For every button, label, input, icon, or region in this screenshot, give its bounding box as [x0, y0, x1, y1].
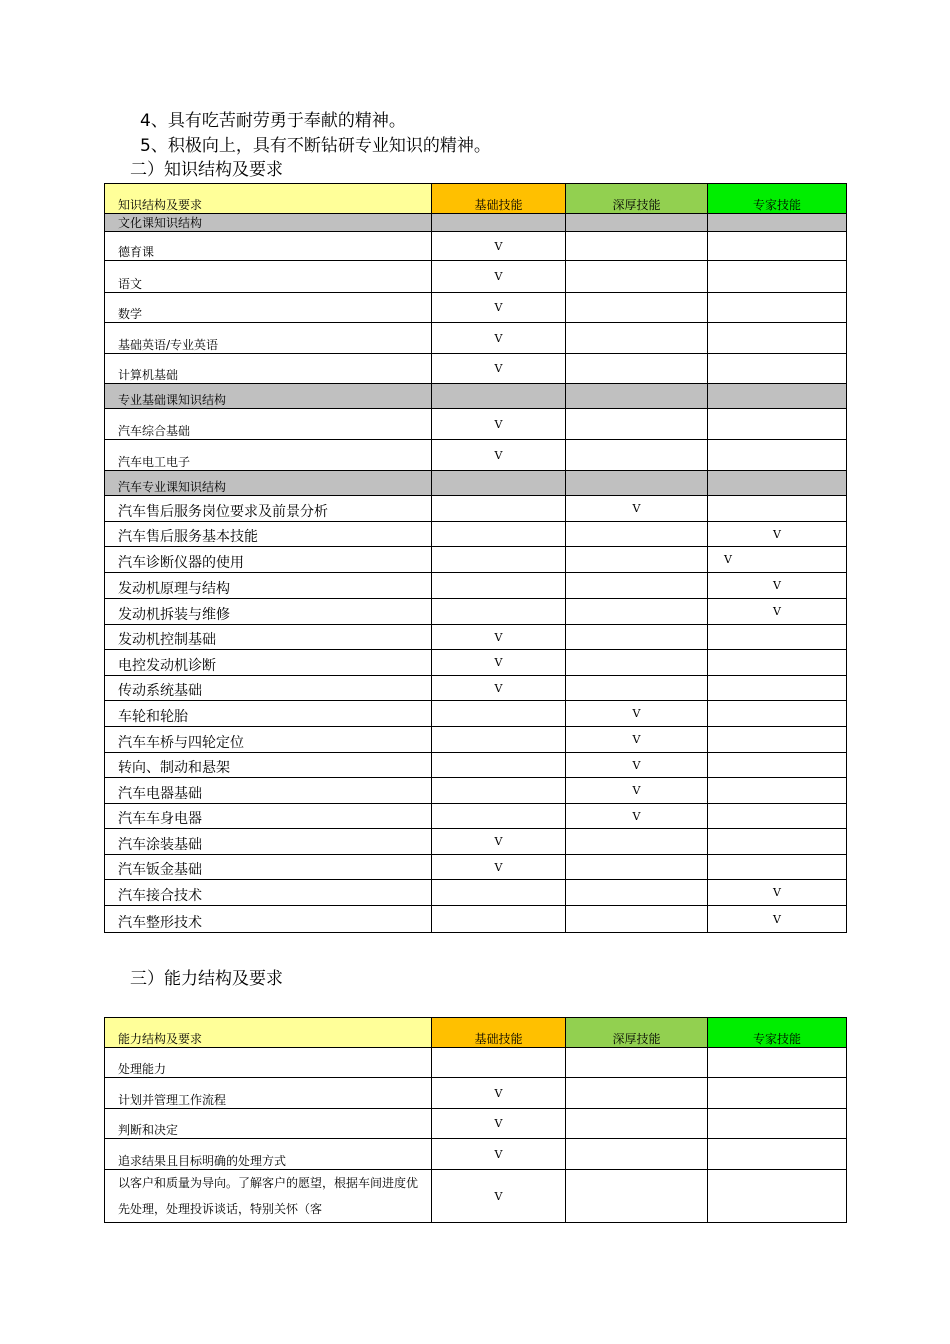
table-row [105, 1048, 847, 1078]
deep-skill-cell [566, 547, 708, 573]
intro-line-5: 5、积极向上，具有不断钻研专业知识的精神。 [140, 136, 491, 156]
row-label: 汽车涂装基础 [105, 829, 432, 855]
check-mark: V [494, 835, 503, 848]
header-expert-skill: 专家技能 [708, 184, 847, 214]
table-row [105, 727, 847, 753]
row-label: 判断和决定 [105, 1109, 432, 1139]
knowledge-header-row [105, 184, 847, 214]
table-row [105, 880, 847, 906]
table-row [105, 753, 847, 778]
deep-skill-cell [566, 701, 708, 727]
expert-skill-cell [708, 232, 847, 261]
table-row [105, 323, 847, 354]
check-mark: V [494, 1117, 503, 1130]
check-mark: V [494, 270, 503, 283]
row-label: 汽车车桥与四轮定位 [105, 727, 432, 753]
row-label: 汽车整形技术 [105, 906, 432, 933]
row-label: 发动机原理与结构 [105, 573, 432, 599]
deep-skill-cell [566, 1109, 708, 1139]
table-row [105, 261, 847, 293]
basic-skill-cell [432, 214, 566, 232]
table-row [105, 1078, 847, 1109]
basic-skill-cell [432, 676, 566, 701]
row-label: 汽车诊断仪器的使用 [105, 547, 432, 573]
deep-skill-cell [566, 753, 708, 778]
check-mark: V [494, 630, 503, 644]
deep-skill-cell [566, 471, 708, 496]
check-mark: V [632, 502, 641, 515]
row-label: 汽车售后服务岗位要求及前景分析 [105, 496, 432, 522]
row-label: 汽车电器基础 [105, 778, 432, 804]
expert-skill-cell [708, 727, 847, 753]
expert-skill-cell [708, 214, 847, 232]
deep-skill-cell [566, 880, 708, 906]
expert-skill-cell [708, 880, 847, 906]
ability-structure-table [104, 1017, 847, 1223]
section2-title: 二）知识结构及要求 [130, 160, 283, 180]
expert-skill-cell [708, 1139, 847, 1170]
row-label: 计划并管理工作流程 [105, 1078, 432, 1109]
deep-skill-cell [566, 829, 708, 855]
basic-skill-cell [432, 804, 566, 829]
knowledge-structure-table [104, 183, 847, 933]
check-mark: V [773, 527, 781, 541]
check-mark: V [494, 362, 503, 375]
knowledge-header-label: 知识结构及要求 [105, 184, 432, 214]
check-mark: V [494, 656, 503, 669]
check-mark: V [494, 239, 503, 253]
expert-skill-cell [708, 522, 847, 547]
expert-skill-cell [708, 1078, 847, 1109]
expert-skill-cell [708, 1109, 847, 1139]
deep-skill-cell [566, 573, 708, 599]
row-label: 汽车专业课知识结构 [105, 471, 432, 496]
row-label: 追求结果且目标明确的处理方式 [105, 1139, 432, 1170]
check-mark: V [632, 707, 641, 720]
expert-skill-cell [708, 573, 847, 599]
deep-skill-cell [566, 214, 708, 232]
table-row [105, 625, 847, 650]
deep-skill-cell [566, 906, 708, 933]
basic-skill-cell [432, 906, 566, 933]
expert-skill-cell [708, 804, 847, 829]
table-row [105, 778, 847, 804]
basic-skill-cell [432, 547, 566, 573]
basic-skill-cell [432, 522, 566, 547]
deep-skill-cell [566, 522, 708, 547]
row-label: 数学 [105, 293, 432, 323]
check-mark: V [494, 301, 503, 314]
check-mark: V [632, 784, 641, 797]
expert-skill-cell [708, 676, 847, 701]
basic-skill-cell [432, 855, 566, 880]
section-row [105, 214, 847, 232]
deep-skill-cell [566, 496, 708, 522]
expert-skill-cell [708, 547, 847, 573]
basic-skill-cell [432, 829, 566, 855]
expert-skill-cell [708, 1170, 847, 1223]
check-mark: V [494, 448, 503, 462]
table-row [105, 573, 847, 599]
table-row [105, 906, 847, 933]
check-mark: V [494, 1086, 503, 1100]
deep-skill-cell [566, 409, 708, 440]
intro-line-4: 4、具有吃苦耐劳勇于奉献的精神。 [140, 111, 406, 131]
table-row [105, 1170, 847, 1223]
basic-skill-cell [432, 880, 566, 906]
row-label: 车轮和轮胎 [105, 701, 432, 727]
basic-skill-cell [432, 261, 566, 293]
deep-skill-cell [566, 384, 708, 409]
row-label: 计算机基础 [105, 354, 432, 384]
row-label: 汽车售后服务基本技能 [105, 522, 432, 547]
row-label: 传动系统基础 [105, 676, 432, 701]
basic-skill-cell [432, 354, 566, 384]
expert-skill-cell [708, 701, 847, 727]
basic-skill-cell [432, 778, 566, 804]
check-mark: V [773, 605, 781, 618]
row-label: 汽车电工电子 [105, 440, 432, 471]
deep-skill-cell [566, 650, 708, 676]
expert-skill-cell [708, 906, 847, 933]
section-row [105, 384, 847, 409]
deep-skill-cell [566, 676, 708, 701]
ability-header-row [105, 1018, 847, 1048]
table-row [105, 232, 847, 261]
table-row [105, 701, 847, 727]
deep-skill-cell [566, 261, 708, 293]
expert-skill-cell [708, 599, 847, 625]
check-mark: V [632, 733, 641, 746]
expert-skill-cell [708, 440, 847, 471]
row-label: 汽车钣金基础 [105, 855, 432, 880]
row-label: 汽车综合基础 [105, 409, 432, 440]
check-mark: V [494, 1147, 503, 1161]
check-mark: V [494, 1189, 503, 1203]
basic-skill-cell [432, 471, 566, 496]
table-row [105, 855, 847, 880]
basic-skill-cell [432, 1048, 566, 1078]
row-label: 文化课知识结构 [105, 214, 432, 232]
table-row [105, 829, 847, 855]
expert-skill-cell [708, 293, 847, 323]
basic-skill-cell [432, 293, 566, 323]
deep-skill-cell [566, 1048, 708, 1078]
expert-skill-cell [708, 778, 847, 804]
expert-skill-cell [708, 323, 847, 354]
basic-skill-cell [432, 1109, 566, 1139]
check-mark: V [632, 758, 641, 772]
row-label: 德育课 [105, 232, 432, 261]
deep-skill-cell [566, 778, 708, 804]
expert-skill-cell [708, 409, 847, 440]
basic-skill-cell [432, 496, 566, 522]
row-label: 电控发动机诊断 [105, 650, 432, 676]
expert-skill-cell [708, 650, 847, 676]
basic-skill-cell [432, 409, 566, 440]
deep-skill-cell [566, 232, 708, 261]
ability-header-label: 能力结构及要求 [105, 1018, 432, 1048]
deep-skill-cell [566, 804, 708, 829]
basic-skill-cell [432, 1170, 566, 1223]
check-mark: V [494, 331, 503, 345]
deep-skill-cell [566, 1139, 708, 1170]
section-row [105, 471, 847, 496]
basic-skill-cell [432, 625, 566, 650]
check-mark: V [773, 886, 781, 899]
basic-skill-cell [432, 753, 566, 778]
row-label: 汽车接合技术 [105, 880, 432, 906]
table-row [105, 293, 847, 323]
row-label: 语文 [105, 261, 432, 293]
row-label: 以客户和质量为导向。了解客户的愿望，根据车间进度优先处理，处理投诉谈话，特别关怀（客 [105, 1170, 432, 1223]
expert-skill-cell [708, 829, 847, 855]
table-row [105, 676, 847, 701]
deep-skill-cell [566, 625, 708, 650]
table-row [105, 409, 847, 440]
expert-skill-cell [708, 1048, 847, 1078]
basic-skill-cell [432, 384, 566, 409]
row-label: 发动机拆装与维修 [105, 599, 432, 625]
expert-skill-cell [708, 496, 847, 522]
basic-skill-cell [432, 232, 566, 261]
check-mark: V [724, 553, 732, 566]
check-mark: V [494, 860, 503, 874]
table-row [105, 1139, 847, 1170]
header-basic-skill: 基础技能 [432, 1018, 566, 1048]
basic-skill-cell [432, 440, 566, 471]
check-mark: V [773, 912, 781, 926]
deep-skill-cell [566, 323, 708, 354]
row-label: 处理能力 [105, 1048, 432, 1078]
header-deep-skill: 深厚技能 [566, 184, 708, 214]
basic-skill-cell [432, 573, 566, 599]
expert-skill-cell [708, 261, 847, 293]
basic-skill-cell [432, 727, 566, 753]
deep-skill-cell [566, 1170, 708, 1223]
table-row [105, 547, 847, 573]
check-mark: V [632, 809, 641, 823]
row-label: 专业基础课知识结构 [105, 384, 432, 409]
table-row [105, 1109, 847, 1139]
row-label: 发动机控制基础 [105, 625, 432, 650]
header-basic-skill: 基础技能 [432, 184, 566, 214]
row-label: 转向、制动和悬架 [105, 753, 432, 778]
expert-skill-cell [708, 625, 847, 650]
row-label: 汽车车身电器 [105, 804, 432, 829]
deep-skill-cell [566, 440, 708, 471]
row-label: 基础英语/专业英语 [105, 323, 432, 354]
basic-skill-cell [432, 650, 566, 676]
expert-skill-cell [708, 354, 847, 384]
expert-skill-cell [708, 753, 847, 778]
deep-skill-cell [566, 727, 708, 753]
deep-skill-cell [566, 855, 708, 880]
check-mark: V [494, 681, 503, 695]
table-row [105, 650, 847, 676]
basic-skill-cell [432, 323, 566, 354]
table-row [105, 599, 847, 625]
deep-skill-cell [566, 293, 708, 323]
table-row [105, 496, 847, 522]
deep-skill-cell [566, 354, 708, 384]
deep-skill-cell [566, 599, 708, 625]
deep-skill-cell [566, 1078, 708, 1109]
expert-skill-cell [708, 384, 847, 409]
expert-skill-cell [708, 855, 847, 880]
basic-skill-cell [432, 1139, 566, 1170]
section3-title: 三）能力结构及要求 [130, 969, 283, 989]
check-mark: V [773, 579, 781, 592]
table-row [105, 354, 847, 384]
header-deep-skill: 深厚技能 [566, 1018, 708, 1048]
header-expert-skill: 专家技能 [708, 1018, 847, 1048]
basic-skill-cell [432, 701, 566, 727]
check-mark: V [494, 417, 503, 431]
table-row [105, 440, 847, 471]
table-row [105, 804, 847, 829]
basic-skill-cell [432, 1078, 566, 1109]
basic-skill-cell [432, 599, 566, 625]
expert-skill-cell [708, 471, 847, 496]
table-row [105, 522, 847, 547]
